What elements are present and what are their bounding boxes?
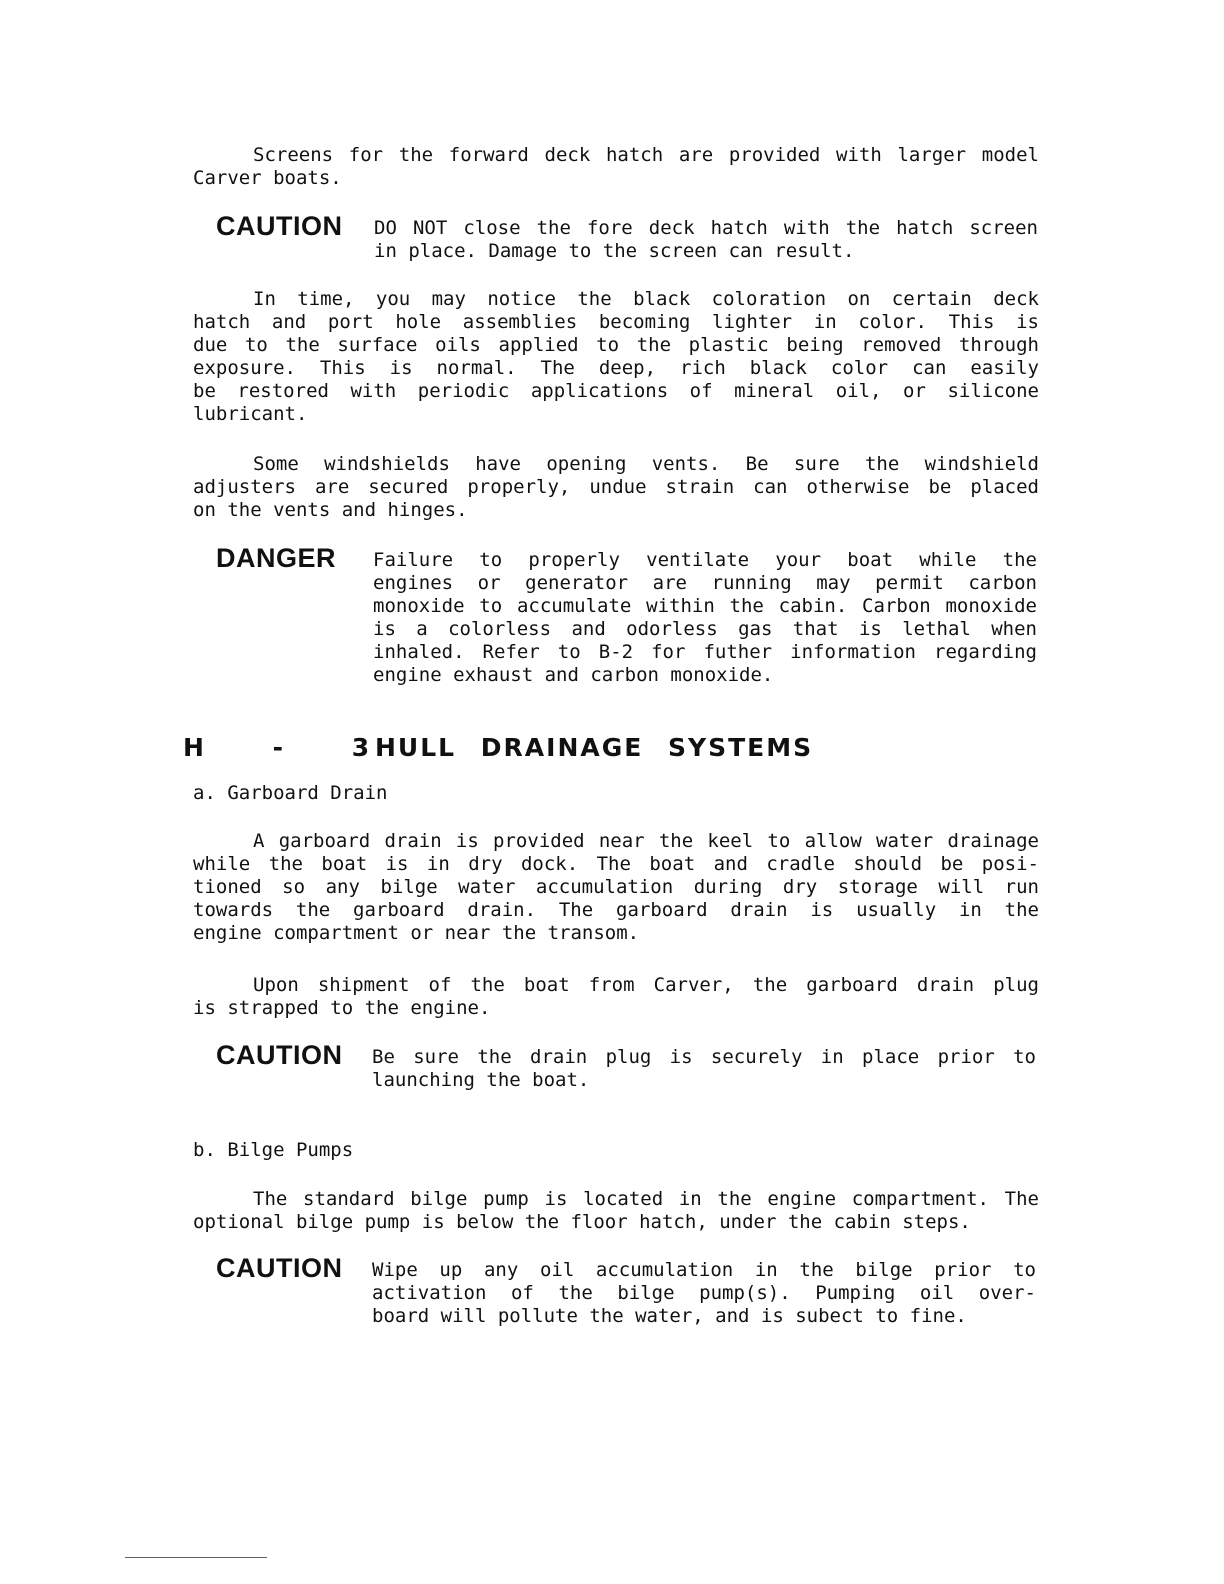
paragraph-bilge-pumps	[193, 1188, 1039, 1234]
subheading-bilge-pumps: b. Bilge Pumps	[193, 1139, 354, 1161]
text-line: in place. Damage to the screen can result.	[374, 240, 855, 262]
paragraph-drain-plug	[193, 974, 1039, 1020]
danger-label: DANGER	[216, 543, 337, 573]
text-line: Screens for the forward deck hatch are provided with larger model	[253, 144, 1039, 166]
text-line: tioned so any bilge water accumulation during dry storage will run	[193, 876, 1039, 898]
text-line: board will pollute the water, and is subect to fine.	[372, 1305, 967, 1327]
text-line: inhaled. Refer to B-2 for futher information regarding	[373, 641, 1037, 663]
subheading-garboard-drain: a. Garboard Drain	[193, 782, 388, 804]
text-line: Wipe up any oil accumulation in the bilge prior to	[372, 1259, 1036, 1281]
text-line: exposure. This is normal. The deep, rich black color can easily	[193, 357, 1039, 379]
footer-rule	[125, 1557, 267, 1558]
danger-text	[373, 549, 1037, 687]
text-line: Be sure the drain plug is securely in place prior to	[372, 1046, 1036, 1068]
text-line: launching the boat.	[372, 1069, 590, 1091]
text-line: monoxide to accumulate within the cabin. Carbon monoxide	[373, 595, 1037, 617]
text-line: on the vents and hinges.	[193, 499, 468, 521]
text-line: towards the garboard drain. The garboard drain is usually in the	[193, 899, 1039, 921]
section-heading	[183, 733, 883, 765]
text-line: hatch and port hole assemblies becoming lighter in color. This is	[193, 311, 1039, 333]
text-line: In time, you may notice the black coloration on certain deck	[253, 288, 1039, 310]
text-line: lubricant.	[193, 403, 308, 425]
text-line: DO NOT close the fore deck hatch with the hatch screen	[374, 217, 1038, 239]
text-line: engine exhaust and carbon monoxide.	[373, 664, 774, 686]
caution-label: CAUTION	[216, 1253, 343, 1283]
text-line: The standard bilge pump is located in the engine compartment. The	[253, 1188, 1039, 1210]
text-line: optional bilge pump is below the floor hatch, under the cabin steps.	[193, 1211, 971, 1233]
paragraph-hatch-screens	[193, 144, 1039, 190]
paragraph-coloration	[193, 288, 1039, 426]
caution-text	[374, 217, 1038, 263]
paragraph-garboard-drain	[193, 830, 1039, 945]
text-line: is strapped to the engine.	[193, 997, 491, 1019]
text-line: adjusters are secured properly, undue strain can otherwise be placed	[193, 476, 1039, 498]
caution-label: CAUTION	[216, 1040, 343, 1070]
text-line: engines or generator are running may permit carbon	[373, 572, 1037, 594]
text-line: due to the surface oils applied to the plastic being removed through	[193, 334, 1039, 356]
text-line: engine compartment or near the transom.	[193, 922, 640, 944]
caution-label: CAUTION	[216, 211, 343, 241]
text-line: is a colorless and odorless gas that is lethal when	[373, 618, 1037, 640]
text-line: Failure to properly ventilate your boat while the	[373, 549, 1037, 571]
paragraph-windshields	[193, 453, 1039, 522]
caution-text	[372, 1046, 1036, 1092]
caution-text	[372, 1259, 1036, 1328]
text-line: A garboard drain is provided near the keel to allow water drainage	[253, 830, 1039, 852]
text-line: Carver boats.	[193, 167, 342, 189]
text-line: Upon shipment of the boat from Carver, the garboard drain plug	[253, 974, 1039, 996]
text-line: be restored with periodic applications of mineral oil, or silicone	[193, 380, 1039, 402]
text-line: while the boat is in dry dock. The boat and cradle should be posi-	[193, 853, 1039, 875]
section-title: HULL DRAINAGE SYSTEMS	[375, 733, 814, 762]
section-number: H - 3	[183, 733, 400, 762]
text-line: Some windshields have opening vents. Be sure the windshield	[253, 453, 1039, 475]
text-line: activation of the bilge pump(s). Pumping oil over-	[372, 1282, 1036, 1304]
